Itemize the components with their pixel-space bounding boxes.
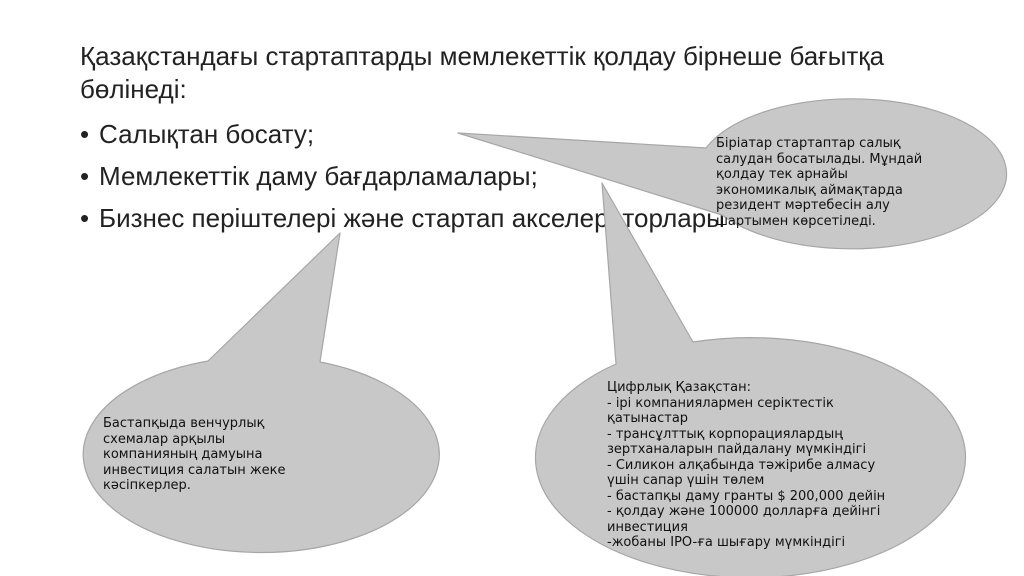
bullet-text: Бизнес періштелері және стартап акселераторлары [99,203,725,233]
callout-text-digital-kazakhstan: Цифрлық Қазақстан: - ірі компаниялармен серіктестік қатынастар - трансұлттық корпорациялардың зертханаларын пайдалану мүмкіндігі - Силикон алқабында тәжірибе алмасу үшін сапар үшін төлем - бастапқы даму гранты $ 200,000 дейін - қолдау және 100000 долларға дейінгі инвестиция -жобаны IPO-ға шығару мүмкіндігі [607,380,886,550]
bullet-text: Салықтан босату; [99,119,315,149]
bullet-text: Мемлекеттік даму бағдарламалары; [99,161,538,191]
bullet-marker: • [80,203,90,233]
slide-heading: Қазақстандағы стартаптарды мемлекеттік қолдау бірнеше бағытқа бөлінеді: [80,41,885,104]
bullet-marker: • [80,119,90,149]
callout-text-tax-exemption: Біріатар стартаптар салық салудан босатылады. Мұндай қолдау тек арнайы экономикалық аймақтарда резидент мәртебесін алу шартымен көрсетіледі. [716,136,923,229]
callout-text-business-angels: Бастапқыда венчурлық схемалар арқылы компанияның дамуына инвестиция салатын жеке кәсіпкерлер. [103,416,286,493]
bullet-marker: • [80,161,90,191]
callout-bubble-bottom-left [83,233,439,553]
